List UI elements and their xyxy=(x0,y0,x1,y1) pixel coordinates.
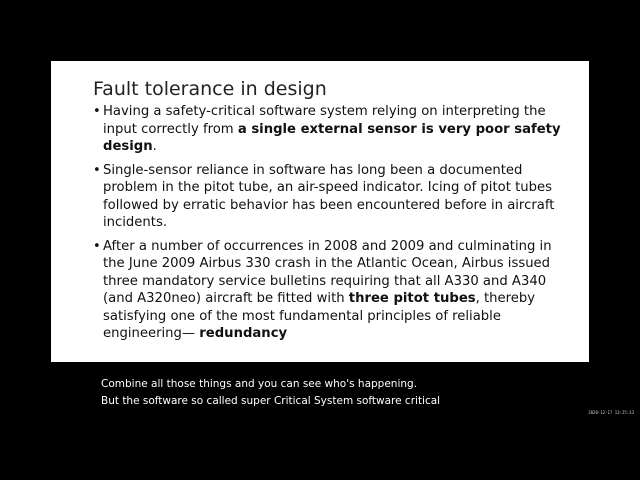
subtitle-line-1: Combine all those things and you can see who's happening. xyxy=(101,378,418,390)
bullet-list xyxy=(93,103,577,343)
timestamp: 2020-12-17 13:25:33 xyxy=(588,410,634,415)
bullet-text: Single-sensor reliance in software has long been a documented problem in the pitot tube, an air-speed indicator. Icing of pitot tubes followed by erratic behavior has been encountered before in aircraft incidents. xyxy=(103,162,555,230)
presentation-slide xyxy=(51,61,589,362)
bullet-item xyxy=(103,162,577,232)
bullet-emphasis: a single external sensor is very poor safety design xyxy=(103,121,561,154)
bullet-item xyxy=(103,238,577,343)
bullet-emphasis: redundancy xyxy=(199,326,288,341)
subtitle-line-2: But the software so called super Critical System software critical xyxy=(101,395,441,407)
slide-title: Fault tolerance in design xyxy=(93,78,327,100)
bullet-text: . xyxy=(152,139,157,154)
bullet-item xyxy=(103,103,577,156)
bullet-emphasis: three pitot tubes xyxy=(348,291,476,306)
bullet-text: , thereby satisfying one of the most fundamental principles of reliable engineering— xyxy=(103,291,536,341)
bullet-text: Having a safety-critical software system relying on interpreting the input correctly from xyxy=(103,104,546,137)
bullet-text: After a number of occurrences in 2008 and 2009 and culminating in the June 2009 Airbus 330 crash in the Atlantic Ocean, Airbus issued three mandatory service bulletins requiring that all A330 and A340 (and A320neo) aircraft be fitted with xyxy=(103,238,552,306)
